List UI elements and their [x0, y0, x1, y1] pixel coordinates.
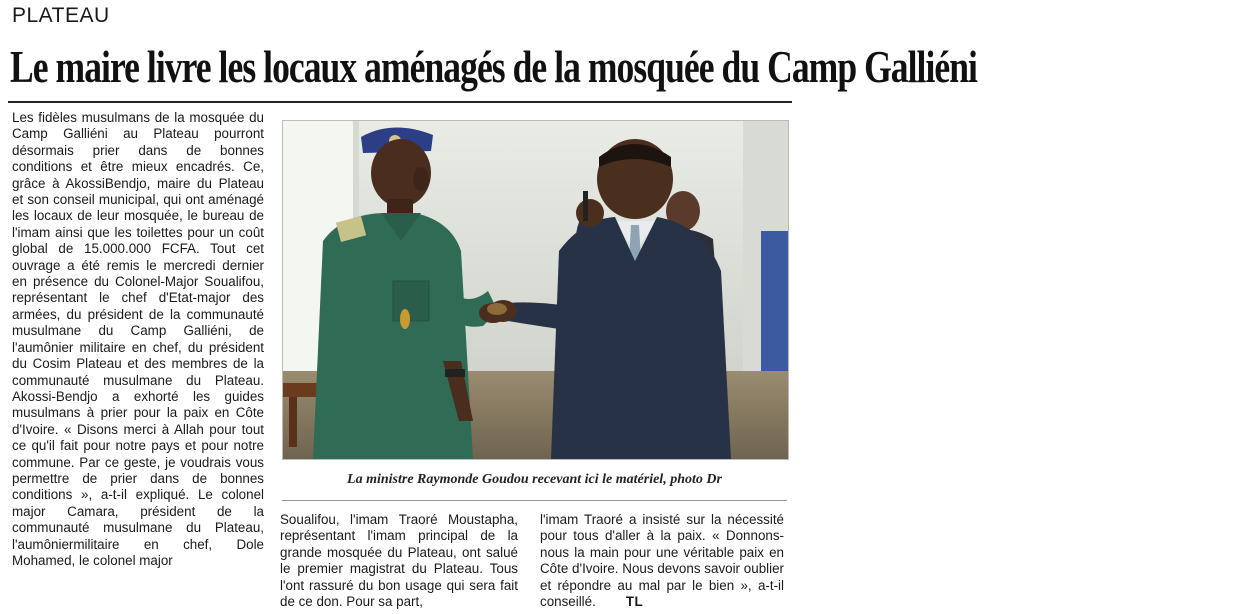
article-column-2: Soualifou, l'imam Traoré Moustapha, représentant l'imam principal de la grande mosquée du Plateau, ont salué le premier magistrat du Plateau. Tous l'ont rassuré du bon usage qui sera fait de ce don. Pour sa part,	[280, 512, 518, 610]
photo-caption: La ministre Raymonde Goudou recevant ici le matériel, photo Dr	[347, 472, 722, 487]
section-label: PLATEAU	[12, 4, 110, 27]
article-column-3-text: l'imam Traoré a insisté sur la nécessité pour tous d'aller à la paix. « Donnons-nous la main pour une véritable paix en Côte d'Ivoire. Nous devons savoir oublier et répondre au mal par le bien », a-t-il conseillé.	[540, 512, 784, 610]
author-signature: TL	[625, 594, 644, 610]
article-photo	[282, 120, 789, 460]
headline-rule	[8, 101, 792, 103]
caption-rule	[282, 500, 787, 501]
article-column-3	[540, 512, 784, 612]
headline-text: Le maire livre les locaux aménagés de la mosquée du Camp Galliéni	[10, 42, 977, 92]
headline	[10, 36, 977, 98]
article-column-1: Les fidèles musulmans de la mosquée du Camp Galliéni au Plateau pourront désormais prier dans de bonnes conditions et être mieux encadrés. Ce, grâce à AkossiBendjo, maire du Plateau et son conseil municipal, qui ont aménagé les locaux de leur mosquée, le bureau de l'imam ainsi que les toilettes pour un coût global de 15.000.000 FCFA. Tout cet ouvrage a été remis le mercredi dernier en présence du Colonel-Major Soualifou, représentant le chef d'Etat-major des armées, du président de la communauté musulmane du Camp Galliéni, de l'aumônier militaire en chef, du président du Cosim Plateau et des membres de la communauté musulmane du Plateau. Akossi-Bendjo a exhorté les guides musulmans à prier pour la paix en Côte d'Ivoire. « Disons merci à Allah pour tout ce qu'il fait pour notre pays et pour notre commune. Par ce geste, je voudrais vous permettre de prier dans de bonnes conditions », a-t-il expliqué. Le colonel major Camara, président de la communauté musulmane du Plateau, l'aumôniermilitaire en chef, Dole Mohamed, le colonel major	[12, 110, 264, 568]
